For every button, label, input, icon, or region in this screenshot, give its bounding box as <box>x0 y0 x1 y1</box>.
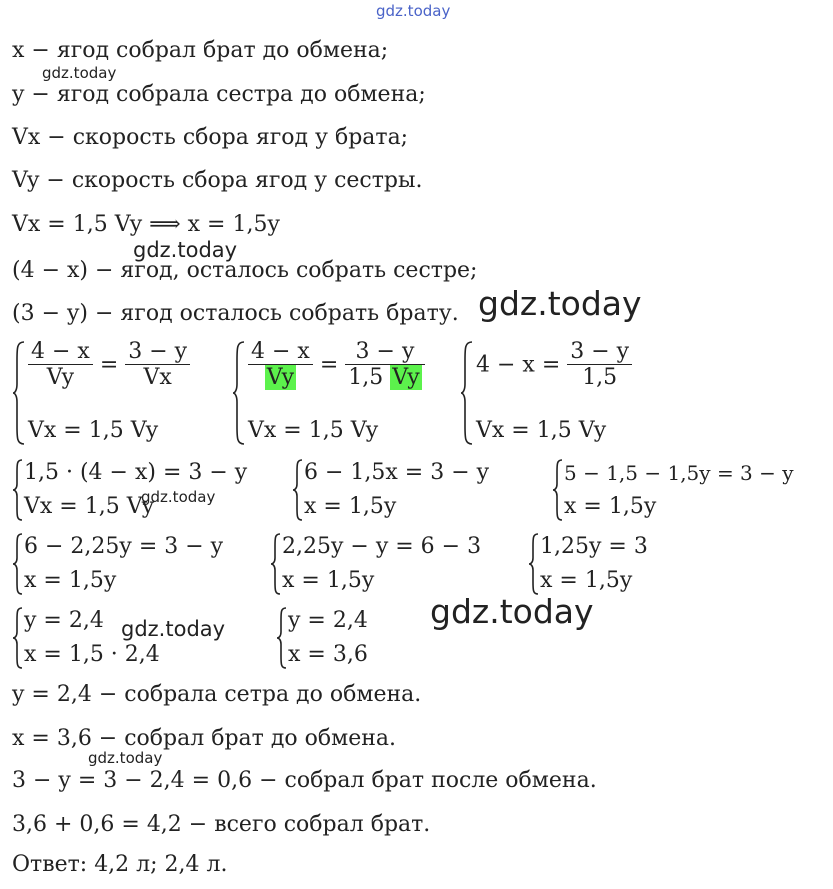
equation-system-5 <box>292 458 522 524</box>
equation: Vx = 1,5 Vy <box>28 418 159 443</box>
equation-system-1: $\frac{4 - x}{Vy}$ = $\frac{3 - y}{Vx}$ Vx = 1,5 Vy <box>12 340 212 450</box>
equation: y = 2,4 <box>24 608 104 633</box>
equation: x = 1,5y <box>24 568 117 593</box>
equation-system-7 <box>12 532 262 598</box>
equation: 1,5 · (4 − x) = 3 − y <box>24 460 248 485</box>
equation: Vx = 1,5 Vy <box>476 418 607 443</box>
answer-line: Ответ: 4,2 л; 2,4 л. <box>12 852 228 877</box>
fraction: $\frac{4 - x}{Vy}$ <box>28 340 93 391</box>
equation: 5 − 1,5 − 1,5y = 3 − y <box>564 461 794 485</box>
watermark-top: gdz.today <box>376 2 451 20</box>
definition-line: Vy − скорость сбора ягод у сестры. <box>12 168 423 193</box>
result-line: 3,6 + 0,6 = 4,2 − всего собрал брат. <box>12 812 431 837</box>
equation-system-6 <box>552 458 832 524</box>
equation: x = 1,5y <box>540 568 633 593</box>
equation: x = 3,6 <box>288 642 368 667</box>
equation: 6 − 2,25y = 3 − y <box>24 534 224 559</box>
equation: x = 1,5y <box>564 494 657 519</box>
definition-line: (3 − y) − ягод осталось собрать брату. <box>12 301 459 326</box>
equation: x = 1,5 · 2,4 <box>24 642 160 667</box>
highlight: Vy <box>392 365 420 390</box>
fraction: $\frac{3 - y}{1,5}$ <box>567 340 632 391</box>
equation: Vx = 1,5 Vy <box>248 418 379 443</box>
definition-line: Vx = 1,5 Vy ⟹ x = 1,5y <box>12 212 280 237</box>
equation-system-8 <box>270 532 510 598</box>
definition-line: Vx − скорость сбора ягод у брата; <box>12 125 409 150</box>
fraction: $\frac{3 - y}{Vx}$ <box>125 340 190 391</box>
fraction: $\frac{4 - x}{Vy}$ <box>248 340 313 391</box>
watermark: gdz.today <box>133 238 238 262</box>
definition-line: (4 − x) − ягод, осталось собрать сестре; <box>12 258 478 283</box>
result-line: 3 − y = 3 − 2,4 = 0,6 − собрал брат после обмена. <box>12 768 597 793</box>
left-brace-icon <box>292 458 304 522</box>
watermark: gdz.today <box>121 617 226 641</box>
left-brace-icon <box>460 340 474 446</box>
equation: Vx = 1,5 Vy <box>24 494 155 519</box>
equation-system-3: 4 − x = $\frac{3 - y}{1,5}$ Vx = 1,5 Vy <box>460 340 680 450</box>
left-brace-icon <box>12 532 24 596</box>
watermark: gdz.today <box>42 64 117 82</box>
result-line: x = 3,6 − собрал брат до обмена. <box>12 726 397 751</box>
fraction: $\frac{3 - y}{1,5 Vy}$ <box>345 340 424 391</box>
watermark: gdz.today <box>430 592 594 631</box>
left-brace-icon <box>270 532 282 596</box>
left-brace-icon <box>232 340 246 446</box>
watermark: gdz.today <box>478 284 642 323</box>
equation-system-2: $\frac{4 - x}{Vy}$ = $\frac{3 - y}{1,5 Vy}$ Vx = 1,5 Vy <box>232 340 452 450</box>
left-brace-icon <box>276 606 288 670</box>
equation: x = 1,5y <box>282 568 375 593</box>
definition-line: y − ягод собрала сестра до обмена; <box>12 82 426 107</box>
watermark: gdz.today <box>88 749 163 767</box>
equation: x = 1,5y <box>304 494 397 519</box>
equation-system-4 <box>12 458 282 524</box>
left-brace-icon <box>12 606 24 670</box>
equation: 6 − 1,5x = 3 − y <box>304 460 490 485</box>
equation: 1,25y = 3 <box>540 534 648 559</box>
result-line: y = 2,4 − собрала сетра до обмена. <box>12 682 422 707</box>
equation-system-11 <box>276 606 396 672</box>
equation: y = 2,4 <box>288 608 368 633</box>
left-brace-icon <box>12 458 24 522</box>
equation: 2,25y − y = 6 − 3 <box>282 534 482 559</box>
left-brace-icon <box>12 340 26 446</box>
highlight: Vy <box>266 365 295 390</box>
left-brace-icon <box>528 532 540 596</box>
equation-system-10 <box>12 606 192 672</box>
watermark: gdz.today <box>141 488 216 506</box>
left-brace-icon <box>552 458 564 522</box>
equation-system-9 <box>528 532 688 598</box>
definition-line: x − ягод собрал брат до обмена; <box>12 38 389 63</box>
